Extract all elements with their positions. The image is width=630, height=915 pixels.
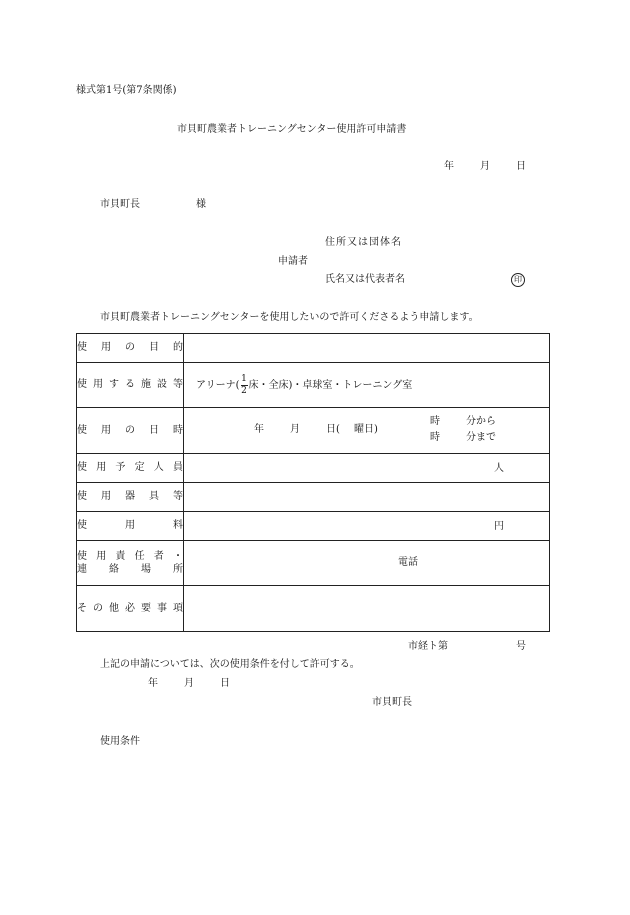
doc-number-suffix: 号 (516, 641, 526, 652)
name-label: 氏名又は代表者名 (325, 274, 405, 285)
fraction-denominator: 2 (241, 386, 247, 396)
conditions-label: 使用条件 (100, 736, 140, 747)
responsible-label-line2: 連絡場所 (77, 564, 183, 575)
date-year: 年 (444, 161, 454, 172)
intro-text: 市貝町農業者トレーニングセンターを使用したいので許可くださるよう申請します。 (100, 312, 479, 323)
facility-text-post: 床・全床)・卓球室・トレーニング室 (248, 380, 413, 391)
permit-issuer: 市貝町長 (372, 697, 412, 708)
fee-field[interactable] (184, 512, 550, 541)
seal-mark-icon: 印 (511, 273, 525, 287)
other-field[interactable] (184, 586, 550, 632)
permit-day: 日 (220, 678, 230, 689)
datetime-label: 使用の日時 (77, 408, 184, 454)
address-label: 住所又は団体名 (325, 237, 402, 248)
date-day: 日 (516, 161, 526, 172)
people-unit: 人 (494, 463, 504, 474)
dt-year: 年 (254, 424, 264, 435)
recipient-honorific: 様 (196, 199, 206, 210)
half-fraction (241, 375, 248, 396)
recipient-name: 市貝町長 (100, 199, 140, 210)
permit-text: 上記の申請については、次の使用条件を付して許可する。 (100, 659, 360, 670)
dt-weekday: 曜日) (354, 424, 378, 435)
other-label: その他必要事項 (77, 586, 184, 632)
facility-label: 使用する施設等 (77, 363, 184, 408)
application-table (76, 333, 550, 632)
facility-options (196, 375, 412, 396)
purpose-field[interactable] (184, 334, 550, 363)
dt-month: 月 (290, 424, 300, 435)
responsible-field[interactable] (184, 541, 550, 586)
document-title: 市貝町農業者トレーニングセンター使用許可申請書 (177, 124, 407, 135)
permit-year: 年 (148, 678, 158, 689)
fee-unit: 円 (494, 521, 504, 532)
permit-month: 月 (184, 678, 194, 689)
equipment-field[interactable] (184, 483, 550, 512)
dt-hour-end: 時 (430, 432, 440, 443)
phone-label: 電話 (398, 557, 418, 568)
doc-number-prefix: 市経ト第 (408, 641, 448, 652)
dt-from: 分から (466, 416, 496, 427)
facility-field[interactable] (184, 363, 550, 408)
fraction-numerator: 1 (241, 374, 247, 384)
fee-label: 使用料 (77, 512, 184, 541)
purpose-label: 使用の目的 (77, 334, 184, 363)
dt-day: 日( (326, 424, 340, 435)
form-number: 様式第1号(第7条関係) (76, 85, 177, 96)
people-field[interactable] (184, 454, 550, 483)
datetime-field[interactable] (184, 408, 550, 454)
responsible-label (77, 541, 184, 586)
people-label: 使用予定人員 (77, 454, 184, 483)
dt-hour-start: 時 (430, 416, 440, 427)
applicant-label: 申請者 (278, 256, 308, 267)
date-month: 月 (480, 161, 490, 172)
dt-to: 分まで (466, 432, 496, 443)
facility-text-pre: アリーナ( (196, 380, 240, 391)
equipment-label: 使用器具等 (77, 483, 184, 512)
responsible-label-line1: 使用責任者・ (77, 550, 183, 562)
